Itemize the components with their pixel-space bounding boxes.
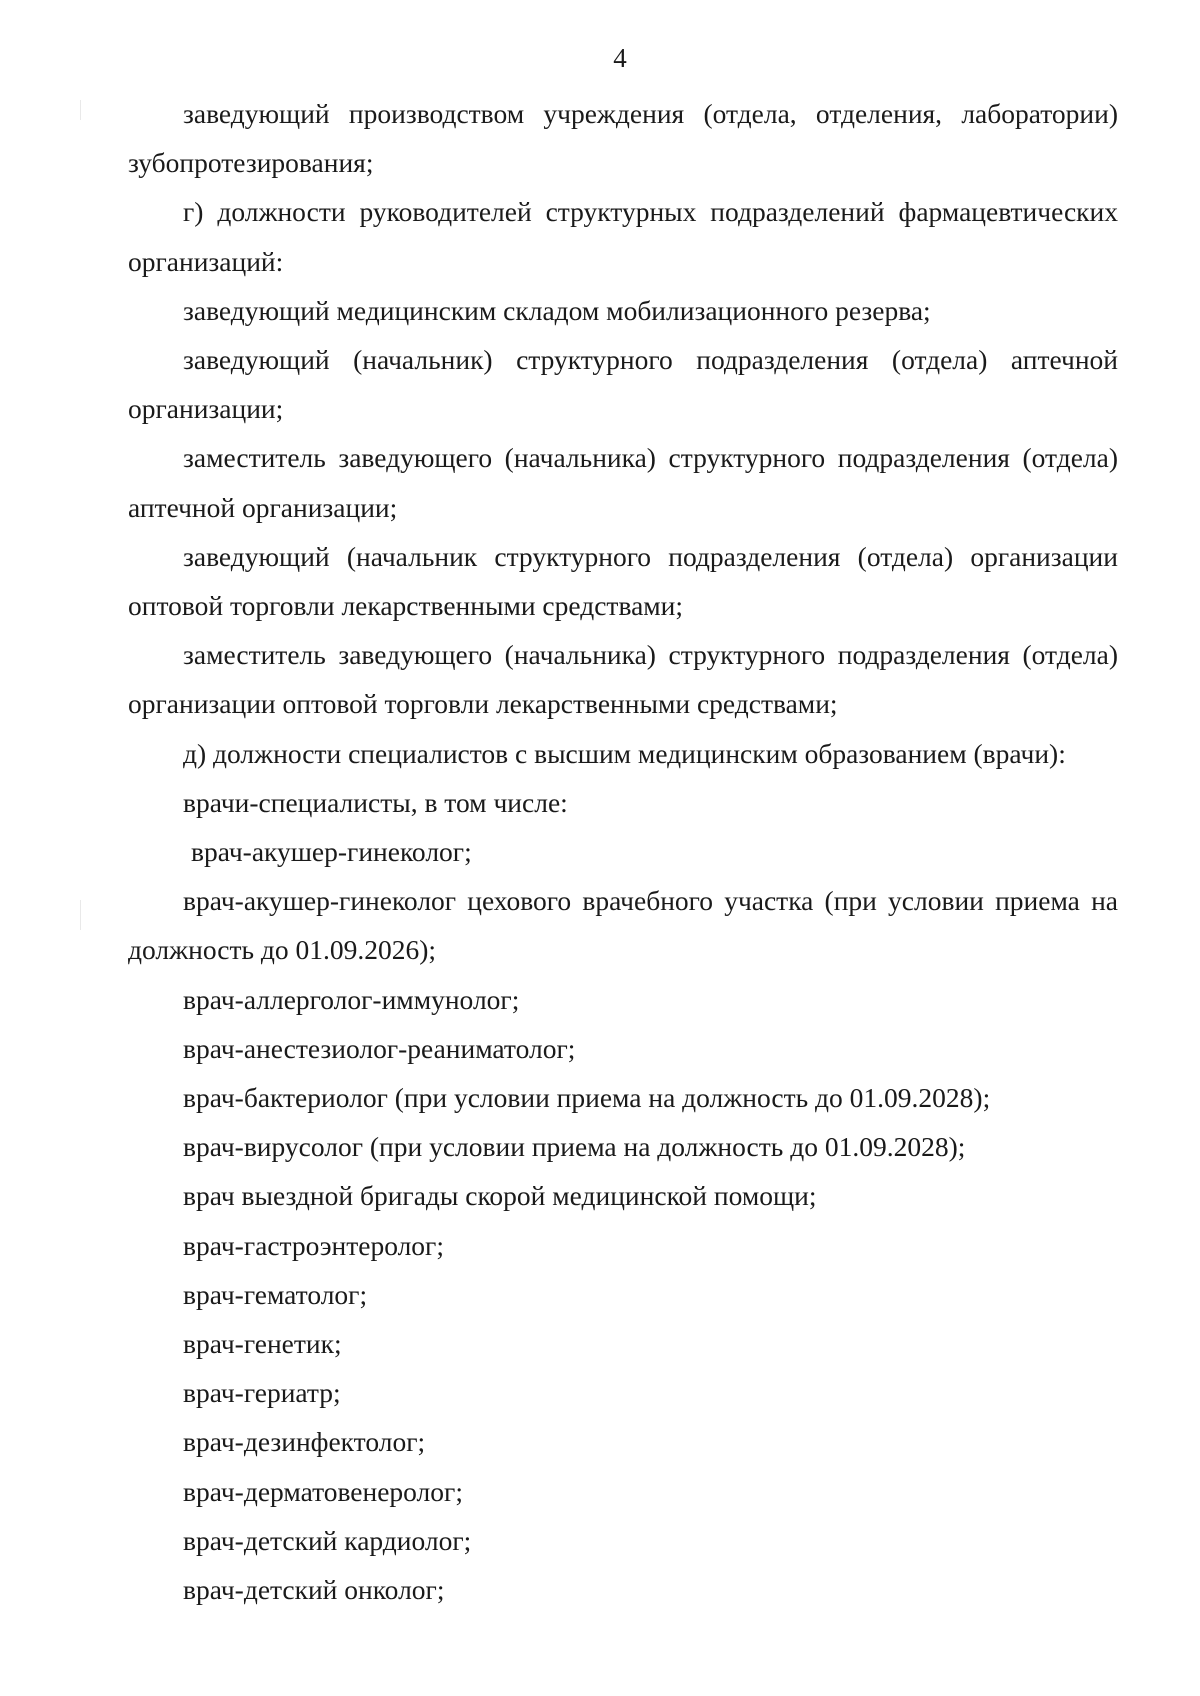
document-body [128,89,1118,1614]
paragraph: врач-детский онколог; [183,1574,445,1606]
paragraph: врач-дезинфектолог; [183,1426,426,1458]
scan-artifact [80,900,81,930]
paragraph: заведующий (начальник) структурного подразделения (отдела) аптечной организации; [128,344,1118,425]
scan-artifact [80,100,81,120]
paragraph: врач-анестезиолог-реаниматолог; [183,1032,576,1064]
paragraph: врач выездной бригады скорой медицинской помощи; [183,1180,817,1212]
paragraph: врач-гастроэнтеролог; [183,1229,444,1261]
paragraph: заведующий медицинским складом мобилизационного резерва; [183,294,931,326]
paragraph: заведующий производством учреждения (отдела, отделения, лаборатории) зубопротезирования; [128,98,1118,179]
paragraph: врач-вирусолог (при условии приема на должность до 01.09.2028); [183,1131,966,1163]
paragraph: врач-гематолог; [183,1278,368,1310]
paragraph: врач-акушер-гинеколог цехового врачебного участка (при условии приема на должность до 01.09.2026); [128,885,1118,966]
paragraph: врач-бактериолог (при условии приема на должность до 01.09.2028); [183,1082,991,1114]
paragraph: врач-детский кардиолог; [183,1524,472,1556]
paragraph: врач-генетик; [183,1328,342,1360]
paragraph: г) должности руководителей структурных подразделений фармацевтических организаций: [128,196,1118,277]
paragraph: врач-дерматовенеролог; [183,1475,463,1507]
paragraph: врачи-специалисты, в том числе: [183,786,568,818]
paragraph: заместитель заведующего (начальника) структурного подразделения (отдела) аптечной организации; [128,442,1118,523]
page-number: 4 [613,43,627,73]
paragraph: д) должности специалистов с высшим медицинским образованием (врачи): [183,737,1066,769]
paragraph: заместитель заведующего (начальника) структурного подразделения (отдела) организации оптовой торговли лекарственными средствами; [128,639,1118,720]
paragraph: врач-акушер-гинеколог; [191,836,472,868]
paragraph: врач-аллерголог-иммунолог; [183,983,520,1015]
paragraph: заведующий (начальник структурного подразделения (отдела) организации оптовой торговли лекарственными средствами; [128,540,1118,622]
paragraph: врач-гериатр; [183,1377,341,1409]
